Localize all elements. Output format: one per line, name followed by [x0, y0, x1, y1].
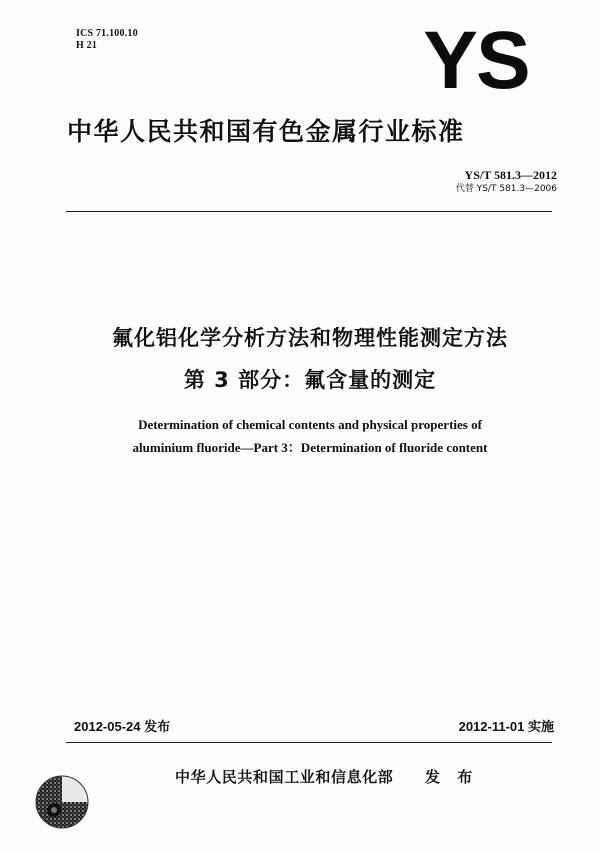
- issuer-action: 发 布: [425, 768, 479, 786]
- issuing-authority: 中华人民共和国工业和信息化部: [175, 768, 394, 786]
- footer-divider: [66, 742, 552, 743]
- implementation-date: 2012-11-01 实施: [458, 719, 554, 734]
- standard-code: YS/T 581.3—2012: [464, 168, 557, 182]
- title-english-line-1: Determination of chemical contents and physical properties of: [138, 417, 482, 432]
- ys-logo-text: YS: [423, 22, 529, 98]
- ys-logo: [420, 22, 532, 98]
- title-chinese-line-1: 氟化铝化学分析方法和物理性能测定方法: [112, 326, 508, 350]
- title-english-line-2: aluminium fluoride—Part 3：Determination of fluoride content: [132, 440, 488, 455]
- ics-code: ICS 71.100.10: [76, 28, 138, 39]
- classification-codes: [76, 28, 138, 52]
- replaces-standard: 代替 YS/T 581.3—2006: [455, 184, 557, 194]
- ccs-code: H 21: [76, 40, 98, 51]
- standard-category: 中华人民共和国有色金属行业标准: [67, 117, 465, 146]
- issue-date: 2012-05-24 发布: [74, 719, 171, 734]
- title-chinese-line-2: 第 3 部分：氟含量的测定: [183, 368, 437, 392]
- anti-counterfeit-seal-icon: [34, 774, 90, 830]
- header-divider: [66, 211, 552, 212]
